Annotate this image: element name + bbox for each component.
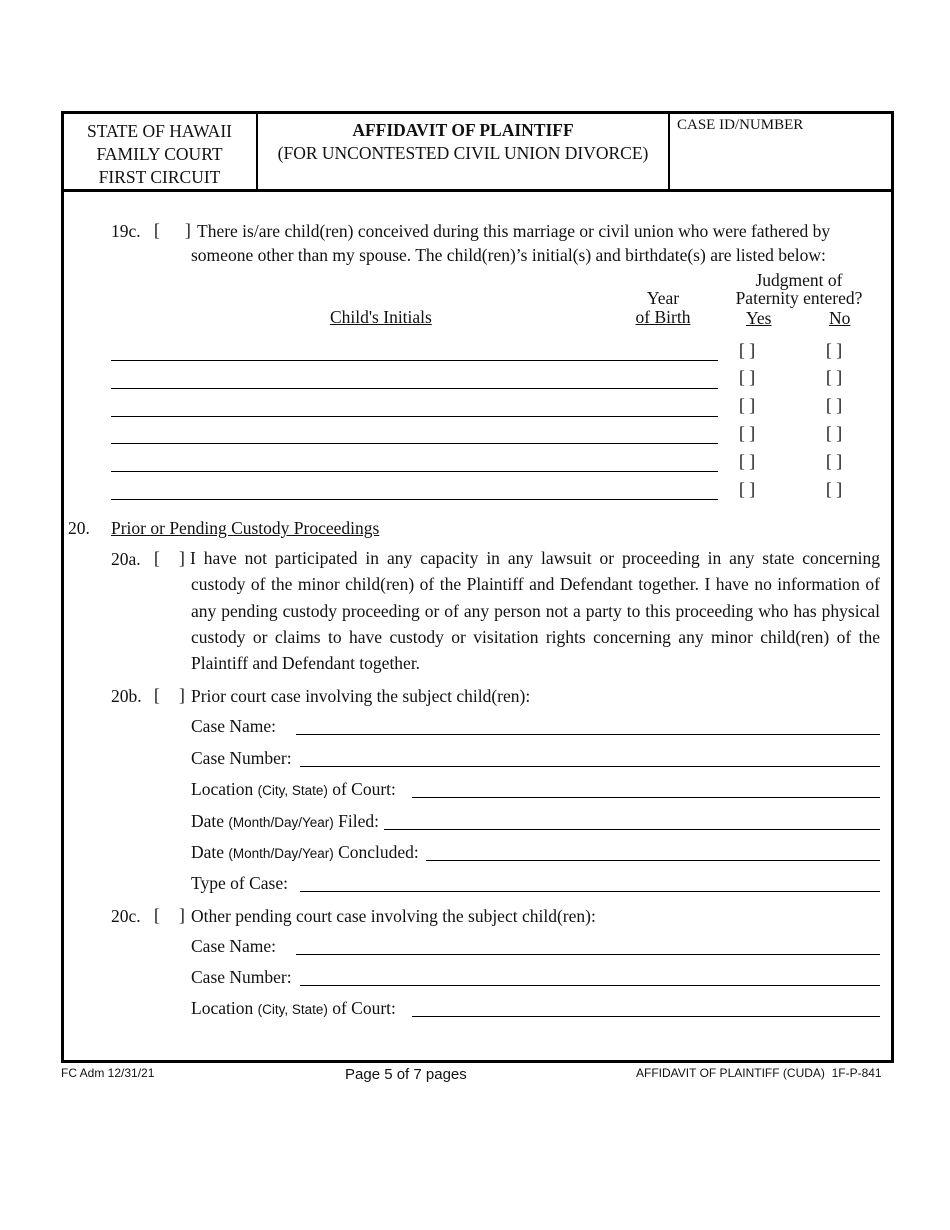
item-20b-text: Prior court case involving the subject child(ren): [191, 686, 531, 706]
item-20c-number: 20c. [111, 906, 141, 926]
b-date-concluded-field[interactable] [426, 860, 880, 861]
b-date-filed-field[interactable] [384, 829, 880, 830]
child-row-line[interactable] [111, 388, 718, 389]
form-title: AFFIDAVIT OF PLAINTIFF [352, 120, 574, 140]
yes-checkbox[interactable]: [ ] [739, 479, 756, 499]
b-case-name-label: Case Name: [191, 716, 277, 736]
judgment-header-line2: Paternity entered? [735, 288, 863, 308]
court-state: STATE OF HAWAII [87, 121, 232, 141]
c-case-name-label: Case Name: [191, 936, 277, 956]
child-row-line[interactable] [111, 416, 718, 417]
b-date-concluded-label: Date (Month/Day/Year) Concluded: [191, 842, 419, 862]
no-checkbox[interactable]: [ ] [826, 479, 843, 499]
b-type-field[interactable] [300, 891, 880, 892]
footer-page: Page 5 of 7 pages [345, 1066, 467, 1083]
b-location-field[interactable] [412, 797, 880, 798]
b-case-name-field[interactable] [296, 734, 880, 735]
item-20c-checkbox[interactable]: [ [154, 905, 160, 925]
footer-left: FC Adm 12/31/21 [61, 1066, 155, 1080]
yes-checkbox[interactable]: [ ] [739, 395, 756, 415]
judgment-header [730, 271, 868, 307]
c-case-number-field[interactable] [300, 985, 880, 986]
c-location-label: Location (City, State) of Court: [191, 998, 396, 1018]
no-checkbox[interactable]: [ ] [826, 367, 843, 387]
year-header-line1: Year [646, 288, 680, 308]
item-20a-checkbox[interactable]: [ [154, 548, 160, 568]
header-separator [61, 189, 894, 192]
item-20c-text: Other pending court case involving the subject child(ren): [191, 906, 596, 926]
b-date-filed-label: Date (Month/Day/Year) Filed: [191, 811, 379, 831]
child-row-line[interactable] [111, 499, 718, 500]
no-checkbox[interactable]: [ ] [826, 395, 843, 415]
case-id-label: CASE ID/NUMBER [677, 117, 804, 133]
yes-checkbox[interactable]: [ ] [739, 423, 756, 443]
court-name: FAMILY COURT [96, 144, 223, 164]
child-row-line[interactable] [111, 471, 718, 472]
yes-checkbox[interactable]: [ ] [739, 451, 756, 471]
item-19c-text-1: There is/are child(ren) conceived during this marriage or civil union who were fathered by [197, 221, 831, 241]
item-20b-checkbox[interactable]: [ [154, 685, 160, 705]
form-title-block [258, 119, 668, 165]
item-20b-checkbox-close: ] [179, 685, 185, 705]
court-info [63, 120, 256, 189]
initials-header: Child's Initials [330, 307, 432, 327]
form-subtitle: (FOR UNCONTESTED CIVIL UNION DIVORCE) [277, 143, 649, 163]
item-19c-checkbox-close: ] [185, 220, 191, 240]
judgment-header-line1: Judgment of [755, 270, 843, 290]
item-20-number: 20. [68, 518, 90, 538]
no-header: No [829, 308, 851, 328]
item-19c-checkbox[interactable]: [ [154, 220, 160, 240]
no-checkbox[interactable]: [ ] [826, 340, 843, 360]
item-20a-text: I have not participated in any capacity in any lawsuit or proceeding in any state concerning custody of the minor child(ren) of the Plaintiff and Defendant together. I have no information of any pending custody proceeding or of any person not a party to this proceeding who has physical custody or claims to have custody or visitation rights concerning any minor child(ren) of the Plaintiff and Defendant together. [190, 548, 880, 674]
child-row-line[interactable] [111, 360, 718, 361]
b-case-number-field[interactable] [300, 766, 880, 767]
no-checkbox[interactable]: [ ] [826, 451, 843, 471]
item-19c-number: 19c. [111, 221, 141, 241]
yes-checkbox[interactable]: [ ] [739, 367, 756, 387]
year-header [630, 289, 696, 327]
footer-right: AFFIDAVIT OF PLAINTIFF (CUDA) 1F-P-841 [636, 1066, 882, 1080]
yes-header: Yes [746, 308, 772, 328]
c-case-number-label: Case Number: [191, 967, 292, 987]
b-case-number-label: Case Number: [191, 748, 292, 768]
header-divider-2 [668, 113, 670, 190]
b-location-label: Location (City, State) of Court: [191, 779, 396, 799]
item-20-title: Prior or Pending Custody Proceedings [111, 518, 380, 538]
b-type-label: Type of Case: [191, 873, 288, 893]
child-row-line[interactable] [111, 443, 718, 444]
year-header-line2: of Birth [635, 307, 691, 327]
item-19c-text-2: someone other than my spouse. The child(ren)’s initial(s) and birthdate(s) are listed below: [191, 245, 826, 265]
item-20a-number: 20a. [111, 549, 141, 569]
c-case-name-field[interactable] [296, 954, 880, 955]
item-20c-checkbox-close: ] [179, 905, 185, 925]
item-20b-number: 20b. [111, 686, 142, 706]
yes-checkbox[interactable]: [ ] [739, 340, 756, 360]
court-circuit: FIRST CIRCUIT [98, 167, 221, 187]
c-location-field[interactable] [412, 1016, 880, 1017]
item-20a-checkbox-close: ] [179, 548, 185, 568]
no-checkbox[interactable]: [ ] [826, 423, 843, 443]
